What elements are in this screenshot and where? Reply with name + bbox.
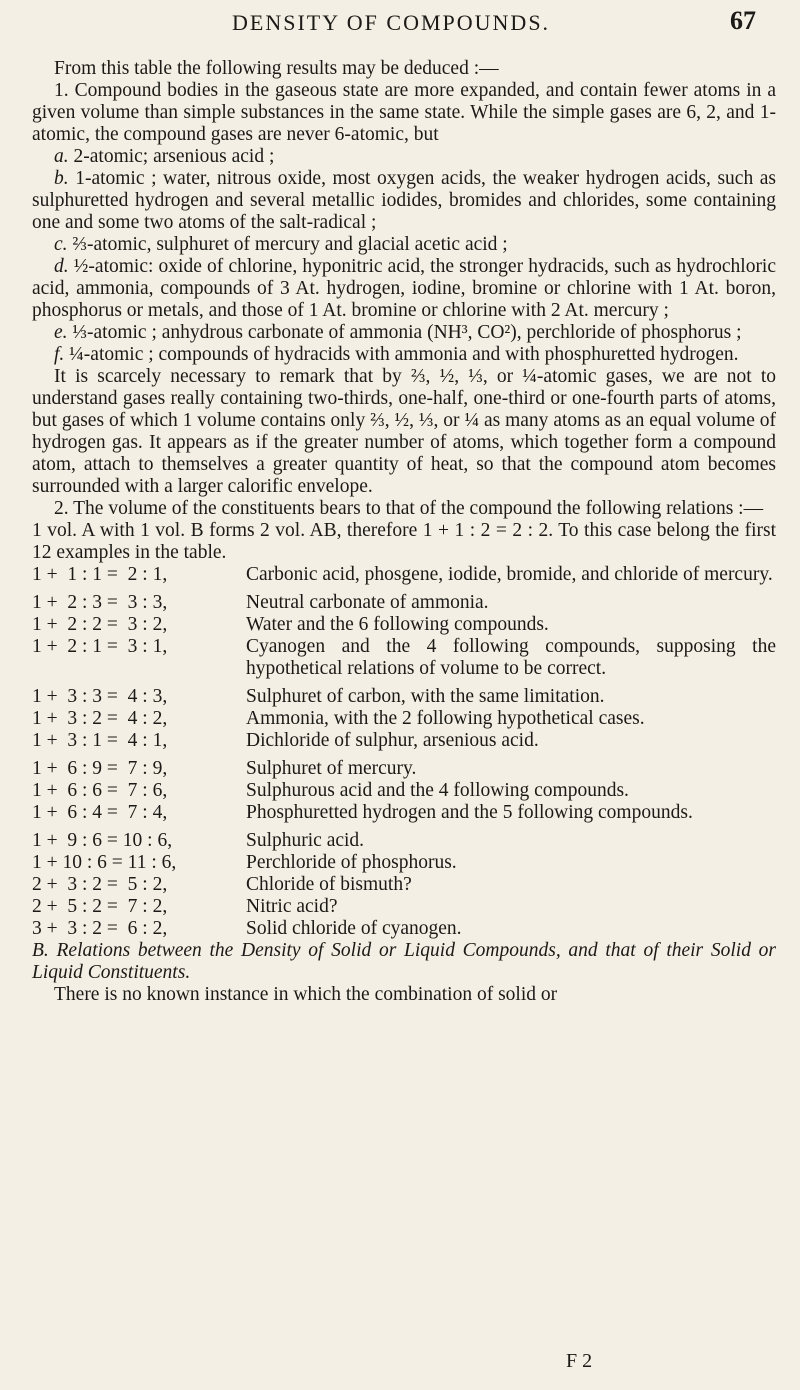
ratio-row [32, 686, 776, 708]
list-item [32, 234, 776, 256]
ratio-description: Neutral carbonate of ammonia. [246, 592, 489, 613]
paragraph-3: 2. The volume of the constituents bears to that of the compound the following relations :— [54, 498, 764, 519]
list-item-text: 1-atomic ; water, nitrous oxide, most oxygen acids, the weaker hydrogen acids, such as sulphuretted hydrogen and several metallic iodides, bromides and chlorides, some containing one and some two atoms of the salt-radical ; [32, 168, 777, 233]
ratio-formula: 1 + 1 : 1 = 2 : 1, [32, 564, 168, 585]
paragraph-1: 1. Compound bodies in the gaseous state are more expanded, and contain fewer atoms in a given volume than simple substances in the same state. While the simple gases are 6, 2, and 1-atomic, the compound gases are never 6-atomic, but [32, 80, 776, 145]
ratio-description: Sulphuric acid. [246, 830, 365, 851]
intro-paragraph: From this table the following results may be deduced :— [54, 58, 499, 79]
paragraph-2: It is scarcely necessary to remark that by ⅔, ½, ⅓, or ¼-atomic gases, we are not to understand gases really containing two-thirds, one-half, one-third or one-fourth parts of atoms, but gases of which 1 volume contains only ⅔, ½, ⅓, or ¼ as many atoms as an equal volume of hydrogen gas. It appears as if the greater number of atoms, which together form a compound atom, attach to themselves a greater quantity of heat, so that the compound atom becomes surrounded with a larger calorific envelope. [32, 366, 776, 497]
ratio-formula: 1 + 2 : 3 = 3 : 3, [32, 592, 168, 613]
list-item-text: ½-atomic: oxide of chlorine, hyponitric acid, the stronger hydracids, such as hydrochloric acid, ammonia, compounds of 3 At. hydrogen, iodine, bromine or chlorine with 1 At. boron, phosphorus or metals, and those of 1 At. bromine or chlorine with 2 At. mercury ; [32, 256, 777, 321]
section-label: B. [32, 940, 49, 961]
ratio-row [32, 852, 776, 874]
ratio-row [32, 758, 776, 780]
ratio-formula: 2 + 5 : 2 = 7 : 2, [32, 896, 168, 917]
page-number: 67 [730, 6, 756, 35]
list-item-key: c. [54, 234, 68, 255]
ratio-row [32, 592, 776, 614]
ratio-description: Ammonia, with the 2 following hypothetical cases. [246, 708, 645, 729]
running-title: DENSITY OF COMPOUNDS. [232, 10, 551, 35]
list-item [32, 322, 776, 344]
ratio-description: Water and the 6 following compounds. [246, 614, 549, 635]
list-item [32, 344, 776, 366]
ratio-row [32, 830, 776, 852]
section-heading [32, 940, 776, 984]
ratio-row [32, 780, 776, 802]
ratio-description: Carbonic acid, phosgene, iodide, bromide, and chloride of mercury. [246, 564, 773, 585]
ratio-formula: 1 + 3 : 3 = 4 : 3, [32, 686, 168, 707]
ratio-description: Cyanogen and the 4 following compounds, supposing the hypothetical relations of volume to be correct. [246, 636, 776, 679]
list-item [32, 256, 776, 322]
list-item-text: ⅓-atomic ; anhydrous carbonate of ammonia (NH³, CO²), perchloride of phosphorus ; [72, 322, 742, 343]
ratio-description: Sulphurous acid and the 4 following compounds. [246, 780, 629, 801]
ratio-formula: 3 + 3 : 2 = 6 : 2, [32, 918, 168, 939]
list-item-key: f. [54, 344, 65, 365]
ratio-description: Sulphuret of mercury. [246, 758, 417, 779]
ratio-formula: 1 + 6 : 6 = 7 : 6, [32, 780, 168, 801]
paragraph-4: 1 vol. A with 1 vol. B forms 2 vol. AB, therefore 1 + 1 : 2 = 2 : 2. To this case belong the first 12 examples in the table. [32, 520, 776, 563]
ratio-formula: 1 + 2 : 1 = 3 : 1, [32, 636, 168, 657]
running-header [0, 4, 800, 44]
atomic-list [32, 146, 776, 366]
paragraph-5: There is no known instance in which the combination of solid or [54, 984, 558, 1005]
ratio-formula: 1 + 3 : 2 = 4 : 2, [32, 708, 168, 729]
list-item-key: b. [54, 168, 69, 189]
ratio-description: Dichloride of sulphur, arsenious acid. [246, 730, 539, 751]
ratio-description: Sulphuret of carbon, with the same limitation. [246, 686, 605, 707]
ratio-row [32, 918, 776, 940]
section-title: Relations between the Density of Solid or Liquid Compounds, and that of their Solid or Liquid Constituents. [32, 940, 776, 983]
ratio-row [32, 802, 776, 824]
ratio-description: Phosphuretted hydrogen and the 5 following compounds. [246, 802, 693, 823]
list-item-text: 2-atomic; arsenious acid ; [73, 146, 275, 167]
ratio-formula: 1 + 6 : 4 = 7 : 4, [32, 802, 168, 823]
ratio-formula: 1 + 2 : 2 = 3 : 2, [32, 614, 168, 635]
page-body [32, 58, 776, 1006]
ratio-formula: 1 + 3 : 1 = 4 : 1, [32, 730, 168, 751]
ratio-formula: 1 + 9 : 6 = 10 : 6, [32, 830, 173, 851]
list-item-key: e. [54, 322, 68, 343]
ratio-row [32, 636, 776, 680]
ratio-row [32, 614, 776, 636]
ratio-row [32, 730, 776, 752]
signature-mark: F 2 [566, 1350, 593, 1372]
ratio-description: Solid chloride of cyanogen. [246, 918, 462, 939]
ratio-row [32, 874, 776, 896]
list-item [32, 146, 776, 168]
volume-ratio-list [32, 564, 776, 940]
ratio-formula: 1 + 6 : 9 = 7 : 9, [32, 758, 168, 779]
ratio-description: Chloride of bismuth? [246, 874, 412, 895]
list-item [32, 168, 776, 234]
ratio-formula: 2 + 3 : 2 = 5 : 2, [32, 874, 168, 895]
list-item-key: d. [54, 256, 69, 277]
ratio-row [32, 896, 776, 918]
list-item-key: a. [54, 146, 69, 167]
list-item-text: ⅔-atomic, sulphuret of mercury and glacial acetic acid ; [72, 234, 508, 255]
ratio-row [32, 708, 776, 730]
ratio-formula: 1 + 10 : 6 = 11 : 6, [32, 852, 177, 873]
ratio-row [32, 564, 776, 586]
ratio-description: Nitric acid? [246, 896, 338, 917]
list-item-text: ¼-atomic ; compounds of hydracids with ammonia and with phosphuretted hydrogen. [69, 344, 739, 365]
ratio-description: Perchloride of phosphorus. [246, 852, 457, 873]
